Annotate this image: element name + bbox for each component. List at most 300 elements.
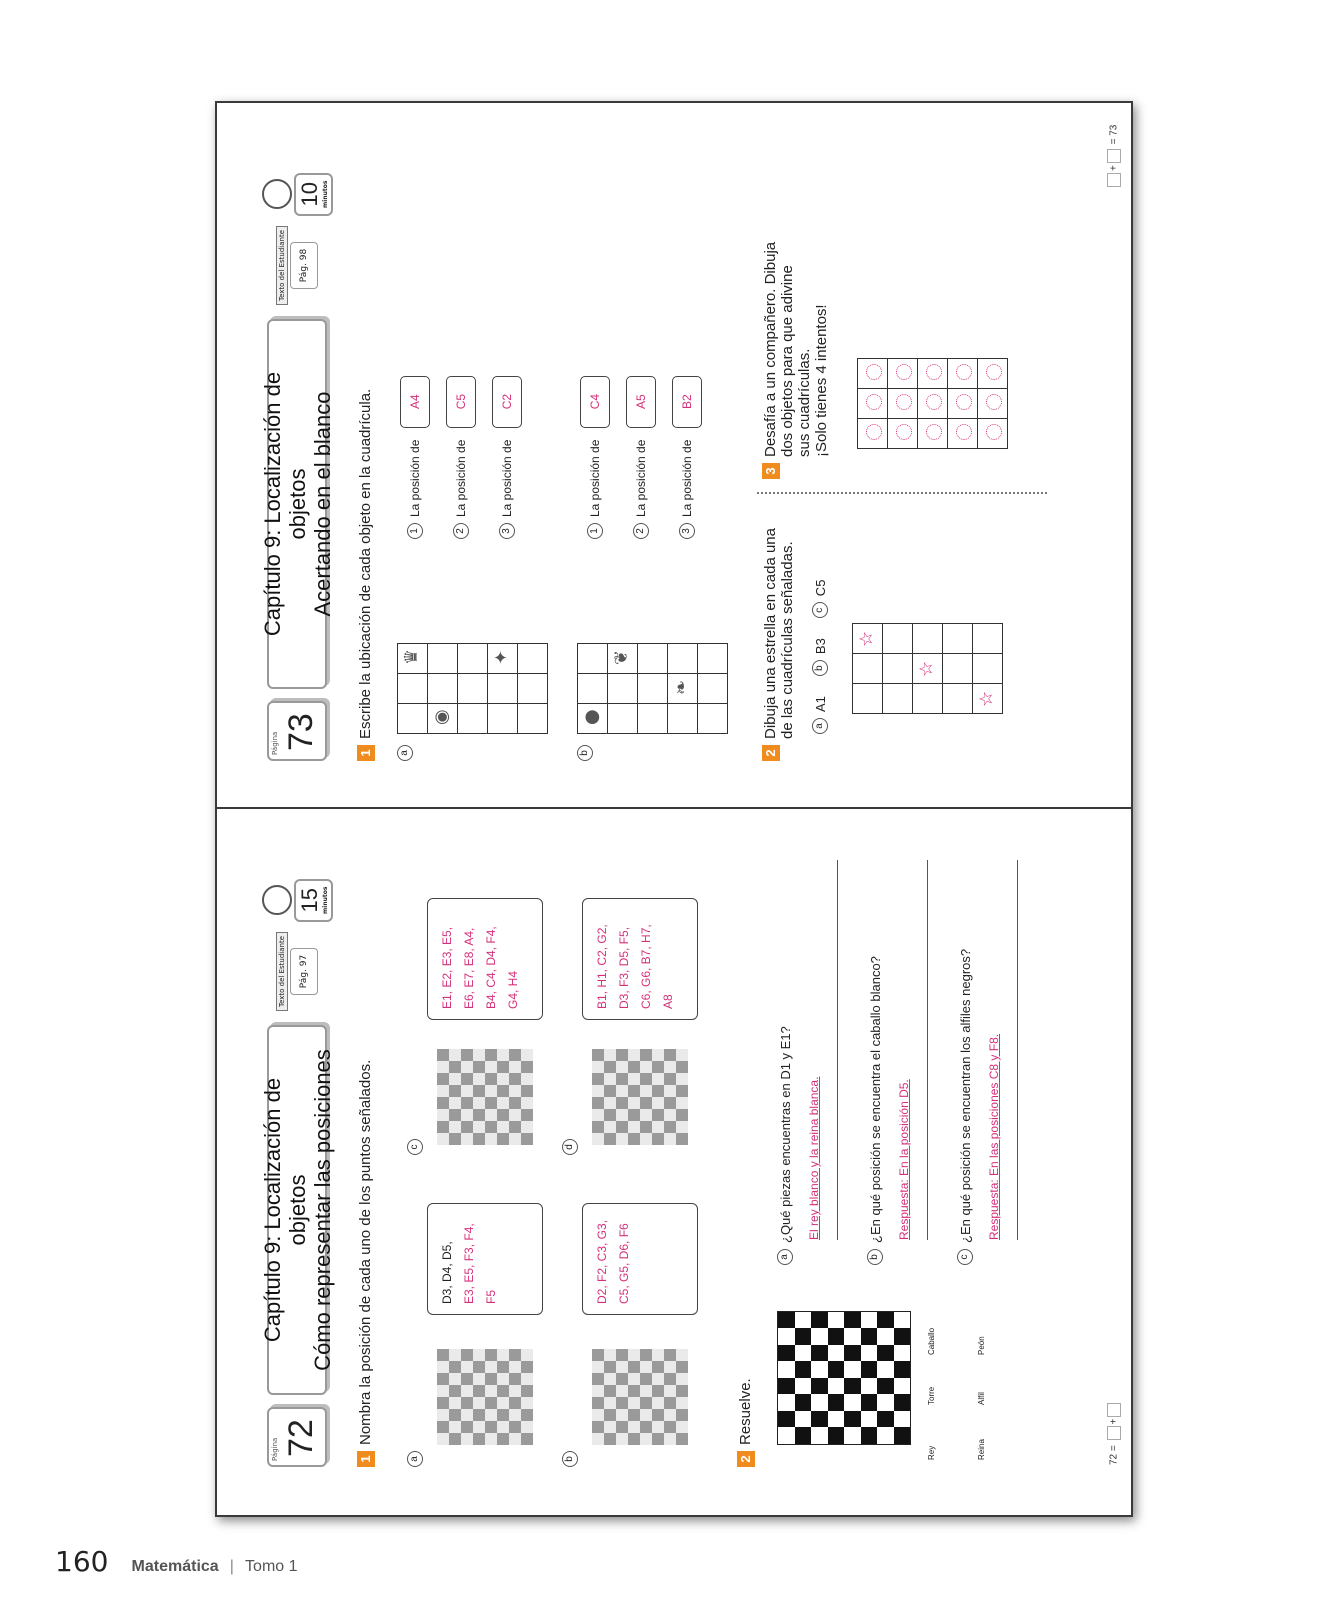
- board-square: [461, 1061, 473, 1073]
- board-square: [604, 1349, 616, 1361]
- board-square: [628, 1421, 640, 1433]
- board-square: [640, 1409, 652, 1421]
- board-square: [485, 1349, 497, 1361]
- group-b: [577, 739, 593, 761]
- row-answer: C2: [492, 376, 522, 428]
- board-square: [497, 1133, 509, 1145]
- dotted-circle-icon: [866, 395, 882, 411]
- piece-label-pawn: Peón: [977, 1336, 986, 1355]
- board-square: [473, 1097, 485, 1109]
- board-square: [473, 1073, 485, 1085]
- board-square: [497, 1061, 509, 1073]
- board-square: [473, 1385, 485, 1397]
- board-square: [521, 1361, 533, 1373]
- board-square: [497, 1421, 509, 1433]
- board-square: [521, 1349, 533, 1361]
- board-square: [828, 1378, 845, 1395]
- page-72-equation: 72 = +: [1107, 1401, 1121, 1465]
- board-square: [652, 1097, 664, 1109]
- board-square: [664, 1349, 676, 1361]
- q2-item-c: [957, 949, 973, 1265]
- board-square: [652, 1409, 664, 1421]
- board-square: [616, 1121, 628, 1133]
- row-answer: A4: [400, 376, 430, 428]
- row-label: La posición de: [408, 439, 422, 517]
- board-square: [640, 1385, 652, 1397]
- board-square: [437, 1373, 449, 1385]
- footer-book-title: Matemática: [131, 1558, 219, 1575]
- text-line: dos objetos para que adivine: [779, 265, 796, 457]
- board-square: [604, 1361, 616, 1373]
- grid-cell: [428, 673, 458, 703]
- board-square: [461, 1085, 473, 1097]
- board-square: [437, 1409, 449, 1421]
- board-square: [640, 1085, 652, 1097]
- board-square: [485, 1121, 497, 1133]
- book-icon: Texto del Estudiante: [276, 226, 288, 305]
- row-label: La posición de: [588, 439, 602, 517]
- board-square: [894, 1362, 911, 1379]
- item-b: [562, 1445, 578, 1467]
- dotted-circle-icon: [926, 395, 942, 411]
- board-square: [844, 1395, 861, 1412]
- grid-cell: [888, 388, 918, 418]
- board-square: [509, 1085, 521, 1097]
- board-square: [795, 1395, 812, 1412]
- page-label: Página: [271, 731, 279, 755]
- board-square: [676, 1061, 688, 1073]
- group-letter: b: [577, 745, 593, 761]
- board-square: [778, 1362, 795, 1379]
- dotted-circle-icon: [986, 395, 1002, 411]
- board-square: [497, 1361, 509, 1373]
- board-square: [473, 1133, 485, 1145]
- answer-line: [927, 860, 928, 1240]
- row-label: La posición de: [634, 439, 648, 517]
- time-box: [262, 879, 333, 922]
- item-letter: a: [407, 1451, 423, 1467]
- grid-cell: [858, 388, 888, 418]
- board-square: [485, 1109, 497, 1121]
- board-square: [616, 1049, 628, 1061]
- board-square: [861, 1428, 878, 1445]
- grid-cell: [888, 418, 918, 448]
- grid-cell: [918, 418, 948, 448]
- board-square: [592, 1085, 604, 1097]
- board-square: [652, 1061, 664, 1073]
- board-square: [628, 1433, 640, 1445]
- minutes-label: minutos: [321, 886, 329, 914]
- minutes-label: minutos: [321, 180, 329, 208]
- board-square: [521, 1433, 533, 1445]
- student-page: Pág. 97: [290, 948, 318, 995]
- board-square: [449, 1073, 461, 1085]
- grid-cell: [883, 683, 913, 713]
- page-number: 73: [282, 713, 320, 751]
- board-square: [640, 1061, 652, 1073]
- question-number: 1: [357, 1451, 375, 1467]
- board-square: [437, 1361, 449, 1373]
- grid-cell: [943, 653, 973, 683]
- board-square: [778, 1345, 795, 1362]
- board-square: [449, 1133, 461, 1145]
- grid-cell: [608, 673, 638, 703]
- row-label: La posición de: [454, 439, 468, 517]
- board-square: [461, 1361, 473, 1373]
- board-square: [795, 1378, 812, 1395]
- board-square: [521, 1409, 533, 1421]
- board-square: [449, 1385, 461, 1397]
- grid-cell: [918, 358, 948, 388]
- question-number: 1: [357, 745, 375, 761]
- board-square: [485, 1073, 497, 1085]
- q2-answer-c: Respuesta: En las posiciones C8 y F8.: [987, 1033, 1001, 1240]
- board-square: [844, 1378, 861, 1395]
- board-square: [652, 1361, 664, 1373]
- mini-chessboard-c: [437, 1049, 533, 1145]
- board-square: [664, 1097, 676, 1109]
- question-1: [357, 389, 375, 761]
- board-square: [811, 1411, 828, 1428]
- board-square: [844, 1312, 861, 1329]
- leek-icon: ❦: [611, 649, 632, 665]
- board-square: [592, 1385, 604, 1397]
- board-square: [509, 1409, 521, 1421]
- board-square: [616, 1373, 628, 1385]
- grid-cell: [918, 388, 948, 418]
- board-square: [616, 1409, 628, 1421]
- board-square: [652, 1133, 664, 1145]
- clock-icon: [262, 179, 292, 209]
- board-square: [844, 1428, 861, 1445]
- board-square: [628, 1133, 640, 1145]
- question-number: 2: [737, 1451, 755, 1467]
- board-square: [676, 1073, 688, 1085]
- position-row: [618, 376, 664, 539]
- item-letter: c: [407, 1139, 423, 1155]
- minutes-value: 15: [296, 888, 322, 913]
- board-square: [795, 1345, 812, 1362]
- board-square: [616, 1349, 628, 1361]
- grid-cell: [428, 643, 458, 673]
- grid-cell: [943, 623, 973, 653]
- board-square: [676, 1373, 688, 1385]
- option-letter: b: [812, 660, 828, 676]
- rotated-content: [217, 103, 1131, 1515]
- board-square: [664, 1361, 676, 1373]
- row-number: 2: [453, 523, 469, 539]
- board-square: [894, 1312, 911, 1329]
- board-square: [592, 1397, 604, 1409]
- board-square: [509, 1361, 521, 1373]
- blank-square: [1107, 149, 1121, 163]
- board-square: [828, 1345, 845, 1362]
- board-square: [473, 1361, 485, 1373]
- mini-chessboard-d: [592, 1049, 688, 1145]
- page-label: Página: [271, 1437, 279, 1461]
- board-square: [461, 1409, 473, 1421]
- board-square: [449, 1097, 461, 1109]
- board-square: [449, 1049, 461, 1061]
- dotted-circle-icon: [986, 425, 1002, 441]
- group-a: [397, 739, 413, 761]
- grid-cell: [458, 643, 488, 673]
- board-square: [437, 1349, 449, 1361]
- board-square: [592, 1133, 604, 1145]
- board-square: [828, 1428, 845, 1445]
- board-square: [509, 1121, 521, 1133]
- title-line-2: Acertando en el blanco: [309, 391, 335, 617]
- board-square: [509, 1349, 521, 1361]
- q2-question-a: ¿Qué piezas encuentras en D1 y E1?: [777, 1026, 793, 1243]
- q2-item-b: [867, 956, 883, 1265]
- board-square: [628, 1385, 640, 1397]
- star-icon: ☆: [916, 660, 937, 677]
- board-square: [664, 1121, 676, 1133]
- board-square: [592, 1049, 604, 1061]
- board-square: [521, 1385, 533, 1397]
- question-text: Escribe la ubicación de cada objeto en la cuadrícula.: [357, 388, 374, 739]
- board-square: [676, 1349, 688, 1361]
- grid-cell: [578, 643, 608, 673]
- board-square: [616, 1133, 628, 1145]
- board-square: [604, 1073, 616, 1085]
- board-square: [497, 1049, 509, 1061]
- board-square: [652, 1073, 664, 1085]
- board-square: [616, 1397, 628, 1409]
- board-square: [616, 1085, 628, 1097]
- board-square: [473, 1421, 485, 1433]
- board-square: [521, 1121, 533, 1133]
- board-square: [894, 1345, 911, 1362]
- board-square: [652, 1397, 664, 1409]
- board-square: [664, 1109, 676, 1121]
- clock-icon: [262, 885, 292, 915]
- board-square: [497, 1073, 509, 1085]
- grid-cell: [858, 418, 888, 448]
- question-text: [762, 242, 830, 457]
- board-square: [592, 1097, 604, 1109]
- piece-label-bishop: Alfil: [977, 1392, 986, 1405]
- board-square: [449, 1421, 461, 1433]
- board-square: [652, 1373, 664, 1385]
- grid-cell: [518, 643, 548, 673]
- board-square: [652, 1349, 664, 1361]
- chessboard-large: [777, 1311, 911, 1445]
- board-square: [473, 1409, 485, 1421]
- grid-cell: [638, 673, 668, 703]
- board-square: [592, 1121, 604, 1133]
- board-square: [616, 1421, 628, 1433]
- board-square: [437, 1433, 449, 1445]
- board-square: [664, 1085, 676, 1097]
- board-square: [449, 1409, 461, 1421]
- title-line-1: Capítulo 9: Localización de objetos: [259, 371, 310, 637]
- board-square: [877, 1395, 894, 1412]
- board-square: [592, 1409, 604, 1421]
- grid-cell: [698, 673, 728, 703]
- board-square: [521, 1061, 533, 1073]
- board-square: [604, 1049, 616, 1061]
- q2-question-c: ¿En qué posición se encuentran los alfiles negros?: [957, 948, 973, 1243]
- board-square: [485, 1097, 497, 1109]
- grid-cell: [978, 388, 1008, 418]
- grid-cell: [883, 653, 913, 683]
- board-square: [640, 1397, 652, 1409]
- board-square: [485, 1085, 497, 1097]
- answer-box-d: B1, H1, C2, G2, D3, F3, D5, F5, C6, G6, B7, H7, A8: [582, 898, 698, 1020]
- answer-line: [837, 860, 838, 1240]
- item-letter: b: [867, 1249, 883, 1265]
- group-letter: a: [397, 745, 413, 761]
- text-line: Desafía a un compañero. Dibuja: [762, 241, 779, 457]
- question-text: [762, 528, 796, 739]
- blank-square: [1107, 173, 1121, 187]
- piece-label-knight: Caballo: [927, 1327, 936, 1355]
- board-square: [485, 1409, 497, 1421]
- board-square: [828, 1411, 845, 1428]
- minutes-value: 10: [296, 182, 322, 207]
- item-letter: c: [957, 1249, 973, 1265]
- board-square: [844, 1329, 861, 1346]
- board-square: [795, 1411, 812, 1428]
- board-square: [628, 1097, 640, 1109]
- board-square: [676, 1097, 688, 1109]
- page-number-box: [267, 701, 327, 761]
- board-square: [473, 1433, 485, 1445]
- board-square: [509, 1097, 521, 1109]
- grid-cell: [488, 673, 518, 703]
- grid-cell: [888, 358, 918, 388]
- position-row: [438, 376, 484, 539]
- minutes-box: [294, 173, 333, 216]
- row-number: 3: [679, 523, 695, 539]
- row-number: 1: [587, 523, 603, 539]
- board-square: [778, 1312, 795, 1329]
- board-square: [861, 1362, 878, 1379]
- board-square: [640, 1349, 652, 1361]
- board-square: [509, 1433, 521, 1445]
- board-square: [628, 1361, 640, 1373]
- board-square: [676, 1385, 688, 1397]
- answer-black: D3, D4, D5,: [440, 1241, 454, 1304]
- row-answer: C5: [446, 376, 476, 428]
- board-square: [485, 1421, 497, 1433]
- board-square: [894, 1329, 911, 1346]
- board-square: [485, 1061, 497, 1073]
- board-square: [877, 1411, 894, 1428]
- board-square: [592, 1373, 604, 1385]
- board-square: [473, 1049, 485, 1061]
- dotted-circle-icon: [896, 395, 912, 411]
- blank-square: [1107, 1403, 1121, 1417]
- grid-cell: [518, 703, 548, 733]
- board-square: [676, 1109, 688, 1121]
- board-square: [604, 1085, 616, 1097]
- board-square: [449, 1085, 461, 1097]
- board-square: [604, 1373, 616, 1385]
- board-square: [604, 1121, 616, 1133]
- positions-b: [572, 376, 710, 539]
- chapter-title-bar: [259, 1025, 335, 1395]
- board-square: [592, 1421, 604, 1433]
- board-square: [521, 1097, 533, 1109]
- board-square: [861, 1329, 878, 1346]
- grid-cell: [858, 358, 888, 388]
- board-square: [877, 1345, 894, 1362]
- board-square: [778, 1395, 795, 1412]
- board-square: [640, 1097, 652, 1109]
- board-square: [861, 1345, 878, 1362]
- item-letter: a: [777, 1249, 793, 1265]
- board-square: [604, 1397, 616, 1409]
- bird-icon: ✦: [491, 649, 512, 665]
- board-square: [485, 1397, 497, 1409]
- board-square: [877, 1428, 894, 1445]
- board-square: [485, 1373, 497, 1385]
- board-square: [592, 1349, 604, 1361]
- star-icon: ☆: [976, 690, 997, 707]
- board-square: [473, 1373, 485, 1385]
- board-square: [616, 1097, 628, 1109]
- board-square: [461, 1073, 473, 1085]
- board-square: [640, 1433, 652, 1445]
- board-square: [676, 1409, 688, 1421]
- board-square: [664, 1073, 676, 1085]
- board-square: [844, 1411, 861, 1428]
- grid-cell: [398, 673, 428, 703]
- dotted-circle-icon: [896, 425, 912, 441]
- board-square: [485, 1049, 497, 1061]
- board-square: [640, 1373, 652, 1385]
- board-square: [628, 1121, 640, 1133]
- board-square: [473, 1349, 485, 1361]
- board-square: [628, 1109, 640, 1121]
- board-square: [664, 1421, 676, 1433]
- board-square: [828, 1312, 845, 1329]
- book-icon: Texto del Estudiante: [276, 932, 288, 1011]
- board-square: [628, 1073, 640, 1085]
- board-square: [861, 1411, 878, 1428]
- board-square: [616, 1385, 628, 1397]
- page-73: [217, 103, 1131, 809]
- board-square: [877, 1329, 894, 1346]
- grid-cell: [698, 703, 728, 733]
- option-value: B3: [812, 638, 828, 655]
- grid-cell: [948, 388, 978, 418]
- board-square: [461, 1049, 473, 1061]
- board-square: [628, 1049, 640, 1061]
- board-square: [676, 1397, 688, 1409]
- board-square: [497, 1349, 509, 1361]
- board-square: [461, 1133, 473, 1145]
- grid-cell: [913, 683, 943, 713]
- dotted-circle-icon: [956, 425, 972, 441]
- q2-answer-b: Respuesta: En la posición D5.: [897, 1079, 911, 1240]
- board-square: [509, 1385, 521, 1397]
- page-footer: [55, 1545, 298, 1578]
- grid-cell: [973, 623, 1003, 653]
- board-square: [616, 1433, 628, 1445]
- board-square: [437, 1061, 449, 1073]
- board-square: [664, 1397, 676, 1409]
- board-square: [676, 1049, 688, 1061]
- board-square: [461, 1373, 473, 1385]
- board-square: [894, 1411, 911, 1428]
- text-line: de las cuadrículas señaladas.: [779, 541, 796, 739]
- board-square: [894, 1428, 911, 1445]
- board-square: [485, 1385, 497, 1397]
